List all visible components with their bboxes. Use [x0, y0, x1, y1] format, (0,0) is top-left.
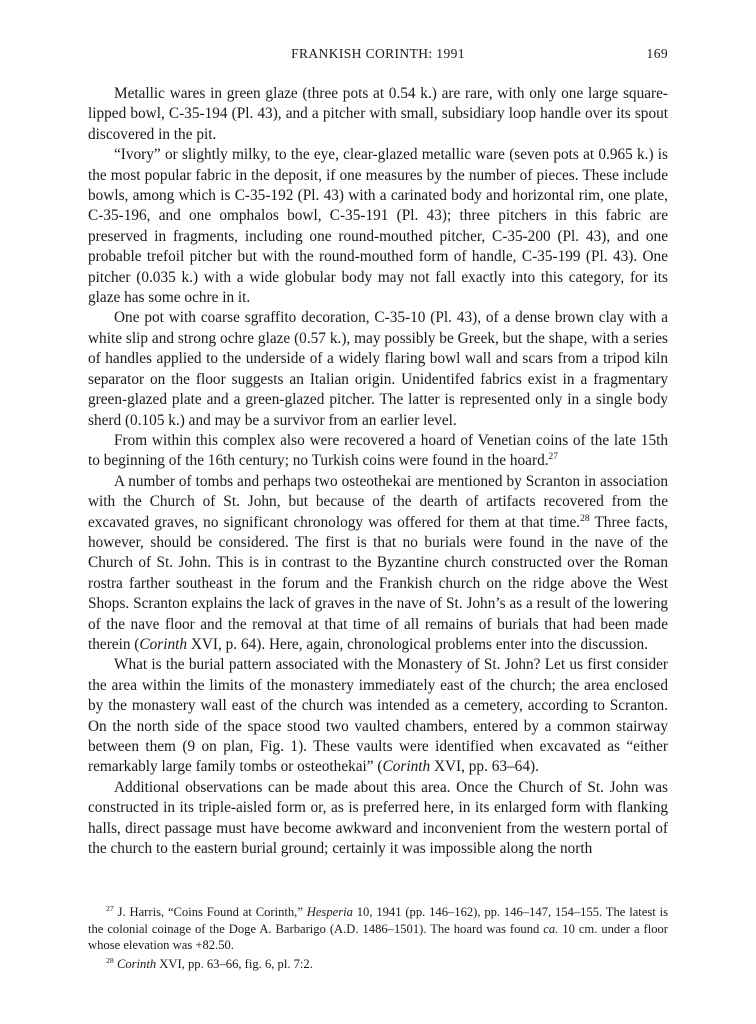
tombs-text-c: XVI, p. 64). Here, again, chronological problems enter into the discussion.: [187, 635, 648, 653]
footnotes: [88, 904, 668, 974]
paragraph-tombs: [88, 472, 668, 656]
footnote-ref-27[interactable]: 27: [548, 452, 559, 463]
burial-citation: Corinth: [382, 758, 431, 776]
paragraph-green-glaze: Metallic wares in green glaze (three pots at 0.54 k.) are rare, with only one large square-lipped bowl, C-35-194 (Pl. 43), and a pitcher with small, subsidiary loop handle over its spout discovered in the pit.: [88, 85, 668, 143]
footnote-27: [88, 904, 668, 954]
burial-text-b: XVI, pp. 63–64).: [430, 758, 539, 776]
paragraph-ivory-ware: “Ivory” or slightly milky, to the eye, clear-glazed metallic ware (seven pots at 0.965 k.) is the most popular fabric in the deposit, if one measures by the number of pieces. These include bowls, among which is C-35-192 (Pl. 43) with a carinated body and horizontal rim, one plate, C-35-196, and one omphalos bowl, C-35-191 (Pl. 43); three pitchers in this fabric are preserved in fragments, including one round-mouthed pitcher, C-35-200 (Pl. 43), and one probable trefoil pitcher but with the round-mouthed form of handle, C-35-199 (Pl. 43). One pitcher (0.035 k.) with a wide globular body may not fall exactly into this category, for its glaze has some ochre in it.: [88, 146, 668, 307]
coin-hoard-text: From within this complex also were recovered a hoard of Venetian coins of the late 15th to beginning of the 16th century; no Turkish coins were found in the hoard.: [88, 431, 668, 470]
footnote-number-28: 28: [106, 955, 114, 965]
fn27-text-b: 10, 1941 (pp. 146–162), pp. 146–147, 154–155. The latest is the colonial coinage of the Doge A. Barbarigo (A.D. 1486–1501). The hoard was found: [88, 905, 668, 936]
paragraph-sgraffito: One pot with coarse sgraffito decoration, C-35-10 (Pl. 43), of a dense brown clay with a white slip and strong ochre glaze (0.57 k.), may possibly be Greek, but the shape, with a series of handles applied to the underside of a widely flaring bowl wall and scars from a tripod kiln separator on the floor suggests an Italian origin. Unidentifed fabrics exist in a fragmentary green-glazed plate and a green-glazed pitcher. The latter is represented only in a single body sherd (0.105 k.) and may be a survivor from an earlier level.: [88, 309, 668, 429]
tombs-text-a: A number of tombs and perhaps two osteothekai are mentioned by Scranton in association with the Church of St. John, but because of the dearth of artifacts recovered from the excavated graves, no significant chronology was offered for them at that time.: [88, 472, 668, 531]
footnote-28: [88, 956, 668, 973]
running-title: FRANKISH CORINTH: 1991: [291, 46, 465, 61]
fn27-ca: ca.: [543, 921, 559, 936]
fn28-citation: Corinth: [116, 956, 157, 971]
paragraph-coin-hoard: [88, 431, 668, 472]
running-head: [88, 46, 668, 66]
fn27-journal: Hesperia: [306, 905, 353, 919]
fn28-text: XVI, pp. 63–66, fig. 6, pl. 7:2.: [156, 956, 313, 971]
footnote-ref-28[interactable]: 28: [580, 513, 590, 524]
paragraph-burial-pattern: [88, 655, 668, 777]
tombs-citation: Corinth: [139, 635, 187, 653]
main-text: [88, 84, 668, 859]
page-number: 169: [646, 46, 668, 61]
burial-text-a: What is the burial pattern associated with the Monastery of St. John? Let us first consider the area within the limits of the monastery immediately east of the church; the area enclosed by the monastery wall east of the church was intended as a cemetery, according to Scranton. On the north side of the space stood two vaulted chambers, entered by a common stairway between them (9 on plan, Fig. 1). These vaults were identified when excavated as “either remarkably large family tombs or osteothekai” (: [88, 656, 668, 776]
fn27-text-a: J. Harris, “Coins Found at Corinth,”: [113, 905, 307, 919]
paragraph-additional-observations: Additional observations can be made about this area. Once the Church of St. John was constructed in its triple-aisled form or, as is preferred here, in its enlarged form with flanking halls, direct passage must have become awkward and inconvenient from the western portal of the church to the eastern burial ground; certainly it was impossible along the north: [88, 778, 668, 858]
footnote-number-27: 27: [106, 903, 114, 913]
fn27-text-c: 10 cm. under a floor whose elevation was +82.50.: [88, 921, 668, 953]
tombs-text-b: Three facts, however, should be considered. The first is that no burials were found in the nave of the Church of St. John. This is in contrast to the Byzantine church constructed over the Roman rostra farther southeast in the forum and the Frankish church on the ridge above the West Shops. Scranton explains the lack of graves in the nave of St. John’s as a result of the lowering of the nave floor and the removal at that time of all remains of burials that had been made therein (: [88, 513, 668, 653]
